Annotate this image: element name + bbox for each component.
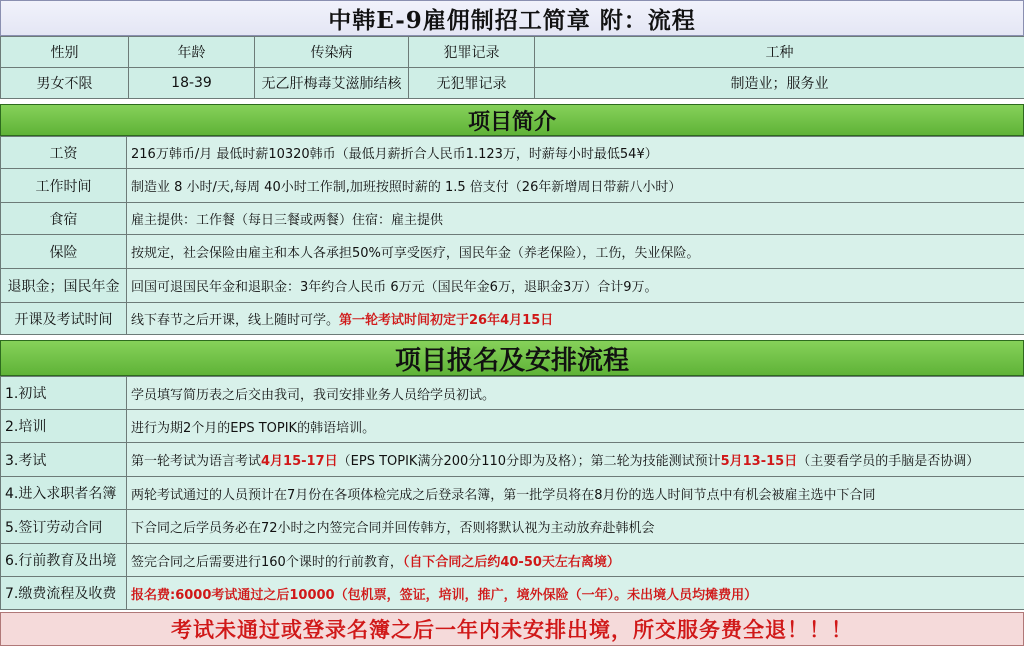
process-detail-text: （主要看学员的手脑是否协调）: [797, 454, 980, 469]
refund-notice: 考试未通过或登录名簿之后一年内未安排出境，所交服务费全退！！！: [0, 612, 1024, 646]
overview-row-text: 线下春节之后开课，线上随时可学。: [131, 313, 340, 328]
process-step-label: 2.培训: [1, 410, 127, 443]
process-step-label: 1.初试: [1, 377, 127, 410]
overview-row-value: [127, 303, 1024, 335]
value-gender: 男女不限: [1, 68, 129, 99]
overview-row-label: 食宿: [1, 203, 127, 235]
process-detail-text: 第一轮考试为语言考试: [131, 454, 262, 469]
overview-row-value: [127, 269, 1024, 303]
process-step-detail: [127, 544, 1024, 577]
overview-row-value: [127, 169, 1024, 203]
overview-row: [1, 269, 1024, 303]
overview-row-value: [127, 235, 1024, 269]
overview-row-label: 工资: [1, 137, 127, 169]
overview-row-value: [127, 203, 1024, 235]
overview-row-text: 回国可退国民年金和退职金：3年约合人民币 6万元（国民年金6万，退职金3万）合计9万。: [131, 280, 658, 295]
requirements-header-row: [1, 37, 1024, 68]
overview-row-highlight: 第一轮考试时间初定于26年4月15日: [339, 313, 554, 328]
process-detail-text: （EPS TOPIK满分200分110分即为及格）；第二轮为技能测试预计: [337, 454, 721, 469]
value-age: 18-39: [129, 68, 255, 99]
overview-row-text: 雇主提供：工作餐（每日三餐或两餐）住宿：雇主提供: [131, 213, 444, 228]
header-job-type: 工种: [535, 37, 1024, 68]
process-step-label: 6.行前教育及出境: [1, 544, 127, 577]
overview-row: [1, 235, 1024, 269]
requirements-table: [0, 36, 1024, 99]
process-detail-text: 学员填写简历表之后交由我司，我司安排业务人员给学员初试。: [131, 387, 496, 403]
section-process-title: 项目报名及安排流程: [0, 340, 1024, 376]
process-detail-text: 下合同之后学员务必在72小时之内签完合同并回传韩方，否则将默认视为主动放弃赴韩机会: [131, 521, 655, 536]
process-step-detail: [127, 443, 1024, 477]
process-row: [1, 410, 1024, 443]
overview-row: [1, 203, 1024, 235]
process-detail-highlight: 4月15-17日: [261, 454, 338, 469]
process-detail-text: 进行为期2个月的EPS TOPIK的韩语培训。: [131, 420, 376, 436]
header-age: 年龄: [129, 37, 255, 68]
process-detail-highlight: （自下合同之后约40-50天左右离境）: [402, 554, 620, 570]
header-gender: 性别: [1, 37, 129, 68]
header-disease: 传染病: [255, 37, 409, 68]
process-step-label: 3.考试: [1, 443, 127, 477]
overview-row: [1, 169, 1024, 203]
overview-row: [1, 303, 1024, 335]
overview-row-label: 退职金；国民年金: [1, 269, 127, 303]
process-detail-text: 签完合同之后需要进行160个课时的行前教育，: [131, 554, 403, 570]
process-step-detail: [127, 377, 1024, 410]
value-disease: 无乙肝梅毒艾滋肺结核: [255, 68, 409, 99]
value-job-type: 制造业；服务业: [535, 68, 1024, 99]
overview-row-text: 制造业 8 小时/天,每周 40小时工作制,加班按照时薪的 1.5 倍支付（26年新增周日带薪八小时）: [131, 180, 682, 195]
overview-row: [1, 137, 1024, 169]
value-criminal-record: 无犯罪记录: [409, 68, 535, 99]
header-criminal-record: 犯罪记录: [409, 37, 535, 68]
process-detail-highlight: 报名费:6000考试通过之后10000（包机票，签证，培训，推广，境外保险（一年）。未出境人员均摊费用）: [131, 587, 758, 603]
process-row: [1, 443, 1024, 477]
overview-row-label: 开课及考试时间: [1, 303, 127, 335]
overview-row-label: 保险: [1, 235, 127, 269]
process-row: [1, 544, 1024, 577]
overview-row-value: [127, 137, 1024, 169]
process-detail-highlight: 5月13-15日: [720, 454, 798, 469]
process-detail-text: 两轮考试通过的人员预计在7月份在各项体检完成之后登录名簿，第一批学员将在8月份的选人时间节点中有机会被雇主选中下合同: [131, 487, 876, 503]
process-row: [1, 510, 1024, 544]
process-table: [0, 376, 1024, 610]
overview-row-label: 工作时间: [1, 169, 127, 203]
process-step-label: 4.进入求职者名簿: [1, 477, 127, 510]
process-step-detail: [127, 577, 1024, 610]
process-row: [1, 377, 1024, 410]
process-step-label: 7.缴费流程及收费: [1, 577, 127, 610]
section-overview-title: 项目简介: [0, 104, 1024, 136]
process-step-detail: [127, 410, 1024, 443]
page-title: 中韩E-9雇佣制招工简章 附：流程: [0, 0, 1024, 36]
overview-row-text: 216万韩币/月 最低时薪10320韩币（最低月薪折合人民币1.123万，时薪每小时最低54¥）: [131, 147, 658, 162]
process-step-label: 5.签订劳动合同: [1, 510, 127, 544]
process-step-detail: [127, 510, 1024, 544]
requirements-value-row: [1, 68, 1024, 99]
overview-row-text: 按规定，社会保险由雇主和本人各承担50%可享受医疗，国民年金（养老保险），工伤，失业保险。: [131, 246, 700, 261]
process-row: [1, 577, 1024, 610]
overview-table: [0, 136, 1024, 335]
process-step-detail: [127, 477, 1024, 510]
process-row: [1, 477, 1024, 510]
